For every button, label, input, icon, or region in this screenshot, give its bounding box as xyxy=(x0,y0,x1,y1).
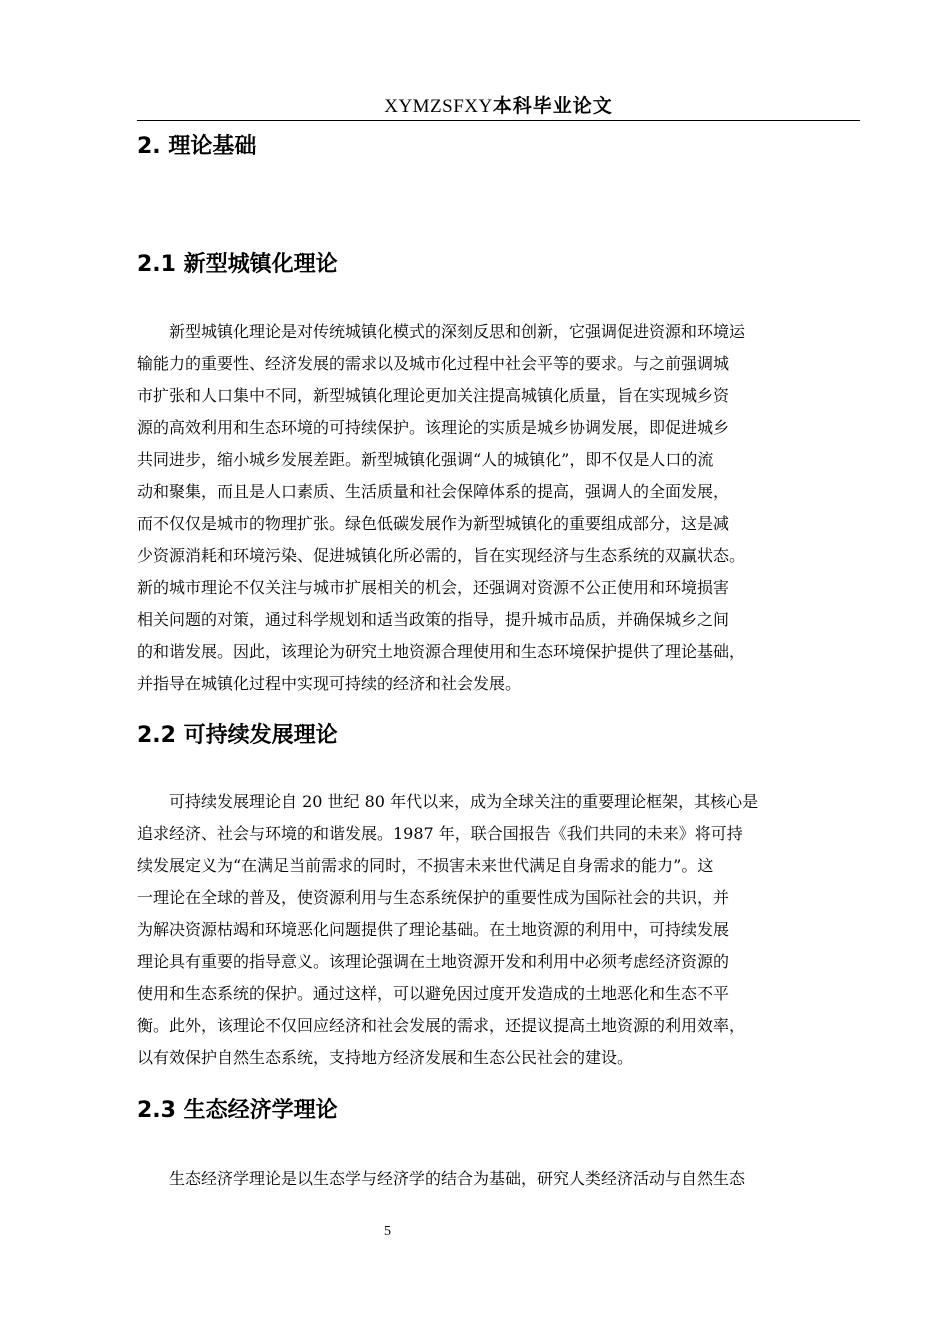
paragraph-line: 一理论在全球的普及，使资源利用与生态系统保护的重要性成为国际社会的共识，并 xyxy=(137,888,730,907)
paragraph-line: 共同进步，缩小城乡发展差距。新型城镇化强调“人的城镇化”，即不仅是人口的流 xyxy=(137,450,714,469)
paragraph-line: 源的高效利用和生态环境的可持续保护。该理论的实质是城乡协调发展，即促进城乡 xyxy=(137,418,730,437)
paragraph-line: 输能力的重要性、经济发展的需求以及城市化过程中社会平等的要求。与之前强调城 xyxy=(137,354,730,373)
paragraph-line: 理论具有重要的指导意义。该理论强调在土地资源开发和利用中必须考虑经济资源的 xyxy=(137,952,730,971)
paragraph-line: 新型城镇化理论是对传统城镇化模式的深刻反思和创新，它强调促进资源和环境运 xyxy=(169,322,746,341)
section-title-2-3: 2.3 生态经济学理论 xyxy=(137,1098,338,1123)
paragraph-line: 的和谐发展。因此，该理论为研究土地资源合理使用和生态环境保护提供了理论基础， xyxy=(137,642,746,661)
paragraph-line: 而不仅仅是城市的物理扩张。绿色低碳发展作为新型城镇化的重要组成部分，这是减 xyxy=(137,514,730,533)
header-rule xyxy=(137,120,860,121)
paragraph-line: 市扩张和人口集中不同，新型城镇化理论更加关注提高城镇化质量，旨在实现城乡资 xyxy=(137,386,730,405)
paragraph-line: 并指导在城镇化过程中实现可持续的经济和社会发展。 xyxy=(137,674,522,693)
section-title-2-2: 2.2 可持续发展理论 xyxy=(137,723,338,748)
paragraph-line: 续发展定义为“在满足当前需求的同时，不损害未来世代满足自身需求的能力”。这 xyxy=(137,856,714,875)
header-latin: XYMZSFXY xyxy=(384,96,493,117)
chapter-title: 2. 理论基础 xyxy=(137,134,257,159)
paragraph-line: 使用和生态系统的保护。通过这样，可以避免因过度开发造成的土地恶化和生态不平 xyxy=(137,984,730,1003)
paragraph-line: 追求经济、社会与环境的和谐发展。1987 年，联合国报告《我们共同的未来》将可持 xyxy=(137,824,743,843)
paragraph-line: 衡。此外，该理论不仅回应经济和社会发展的需求，还提议提高土地资源的利用效率， xyxy=(137,1016,746,1035)
section-title-2-1: 2.1 新型城镇化理论 xyxy=(137,252,338,277)
section-body-2-2 xyxy=(137,786,860,1074)
paragraph-line: 为解决资源枯竭和环境恶化问题提供了理论基础。在土地资源的利用中，可持续发展 xyxy=(137,920,730,939)
paragraph-line: 相关问题的对策，通过科学规划和适当政策的指导，提升城市品质，并确保城乡之间 xyxy=(137,610,730,629)
section-body-2-3 xyxy=(137,1163,860,1195)
paragraph-line: 动和聚集，而且是人口素质、生活质量和社会保障体系的提高，强调人的全面发展， xyxy=(137,482,730,501)
header-cjk: 本科毕业论文 xyxy=(492,95,613,117)
paragraph-line: 新的城市理论不仅关注与城市扩展相关的机会，还强调对资源不公正使用和环境损害 xyxy=(137,578,730,597)
section-body-2-1 xyxy=(137,316,860,700)
paragraph-line: 生态经济学理论是以生态学与经济学的结合为基础，研究人类经济活动与自然生态 xyxy=(169,1169,746,1188)
paragraph-line: 可持续发展理论自 20 世纪 80 年代以来，成为全球关注的重要理论框架，其核心是 xyxy=(169,792,759,811)
paragraph-line: 少资源消耗和环境污染、促进城镇化所必需的，旨在实现经济与生态系统的双赢状态。 xyxy=(137,546,746,565)
paragraph-line: 以有效保护自然生态系统，支持地方经济发展和生态公民社会的建设。 xyxy=(137,1048,634,1067)
running-header xyxy=(137,92,860,120)
page-number: 5 xyxy=(384,1224,391,1239)
